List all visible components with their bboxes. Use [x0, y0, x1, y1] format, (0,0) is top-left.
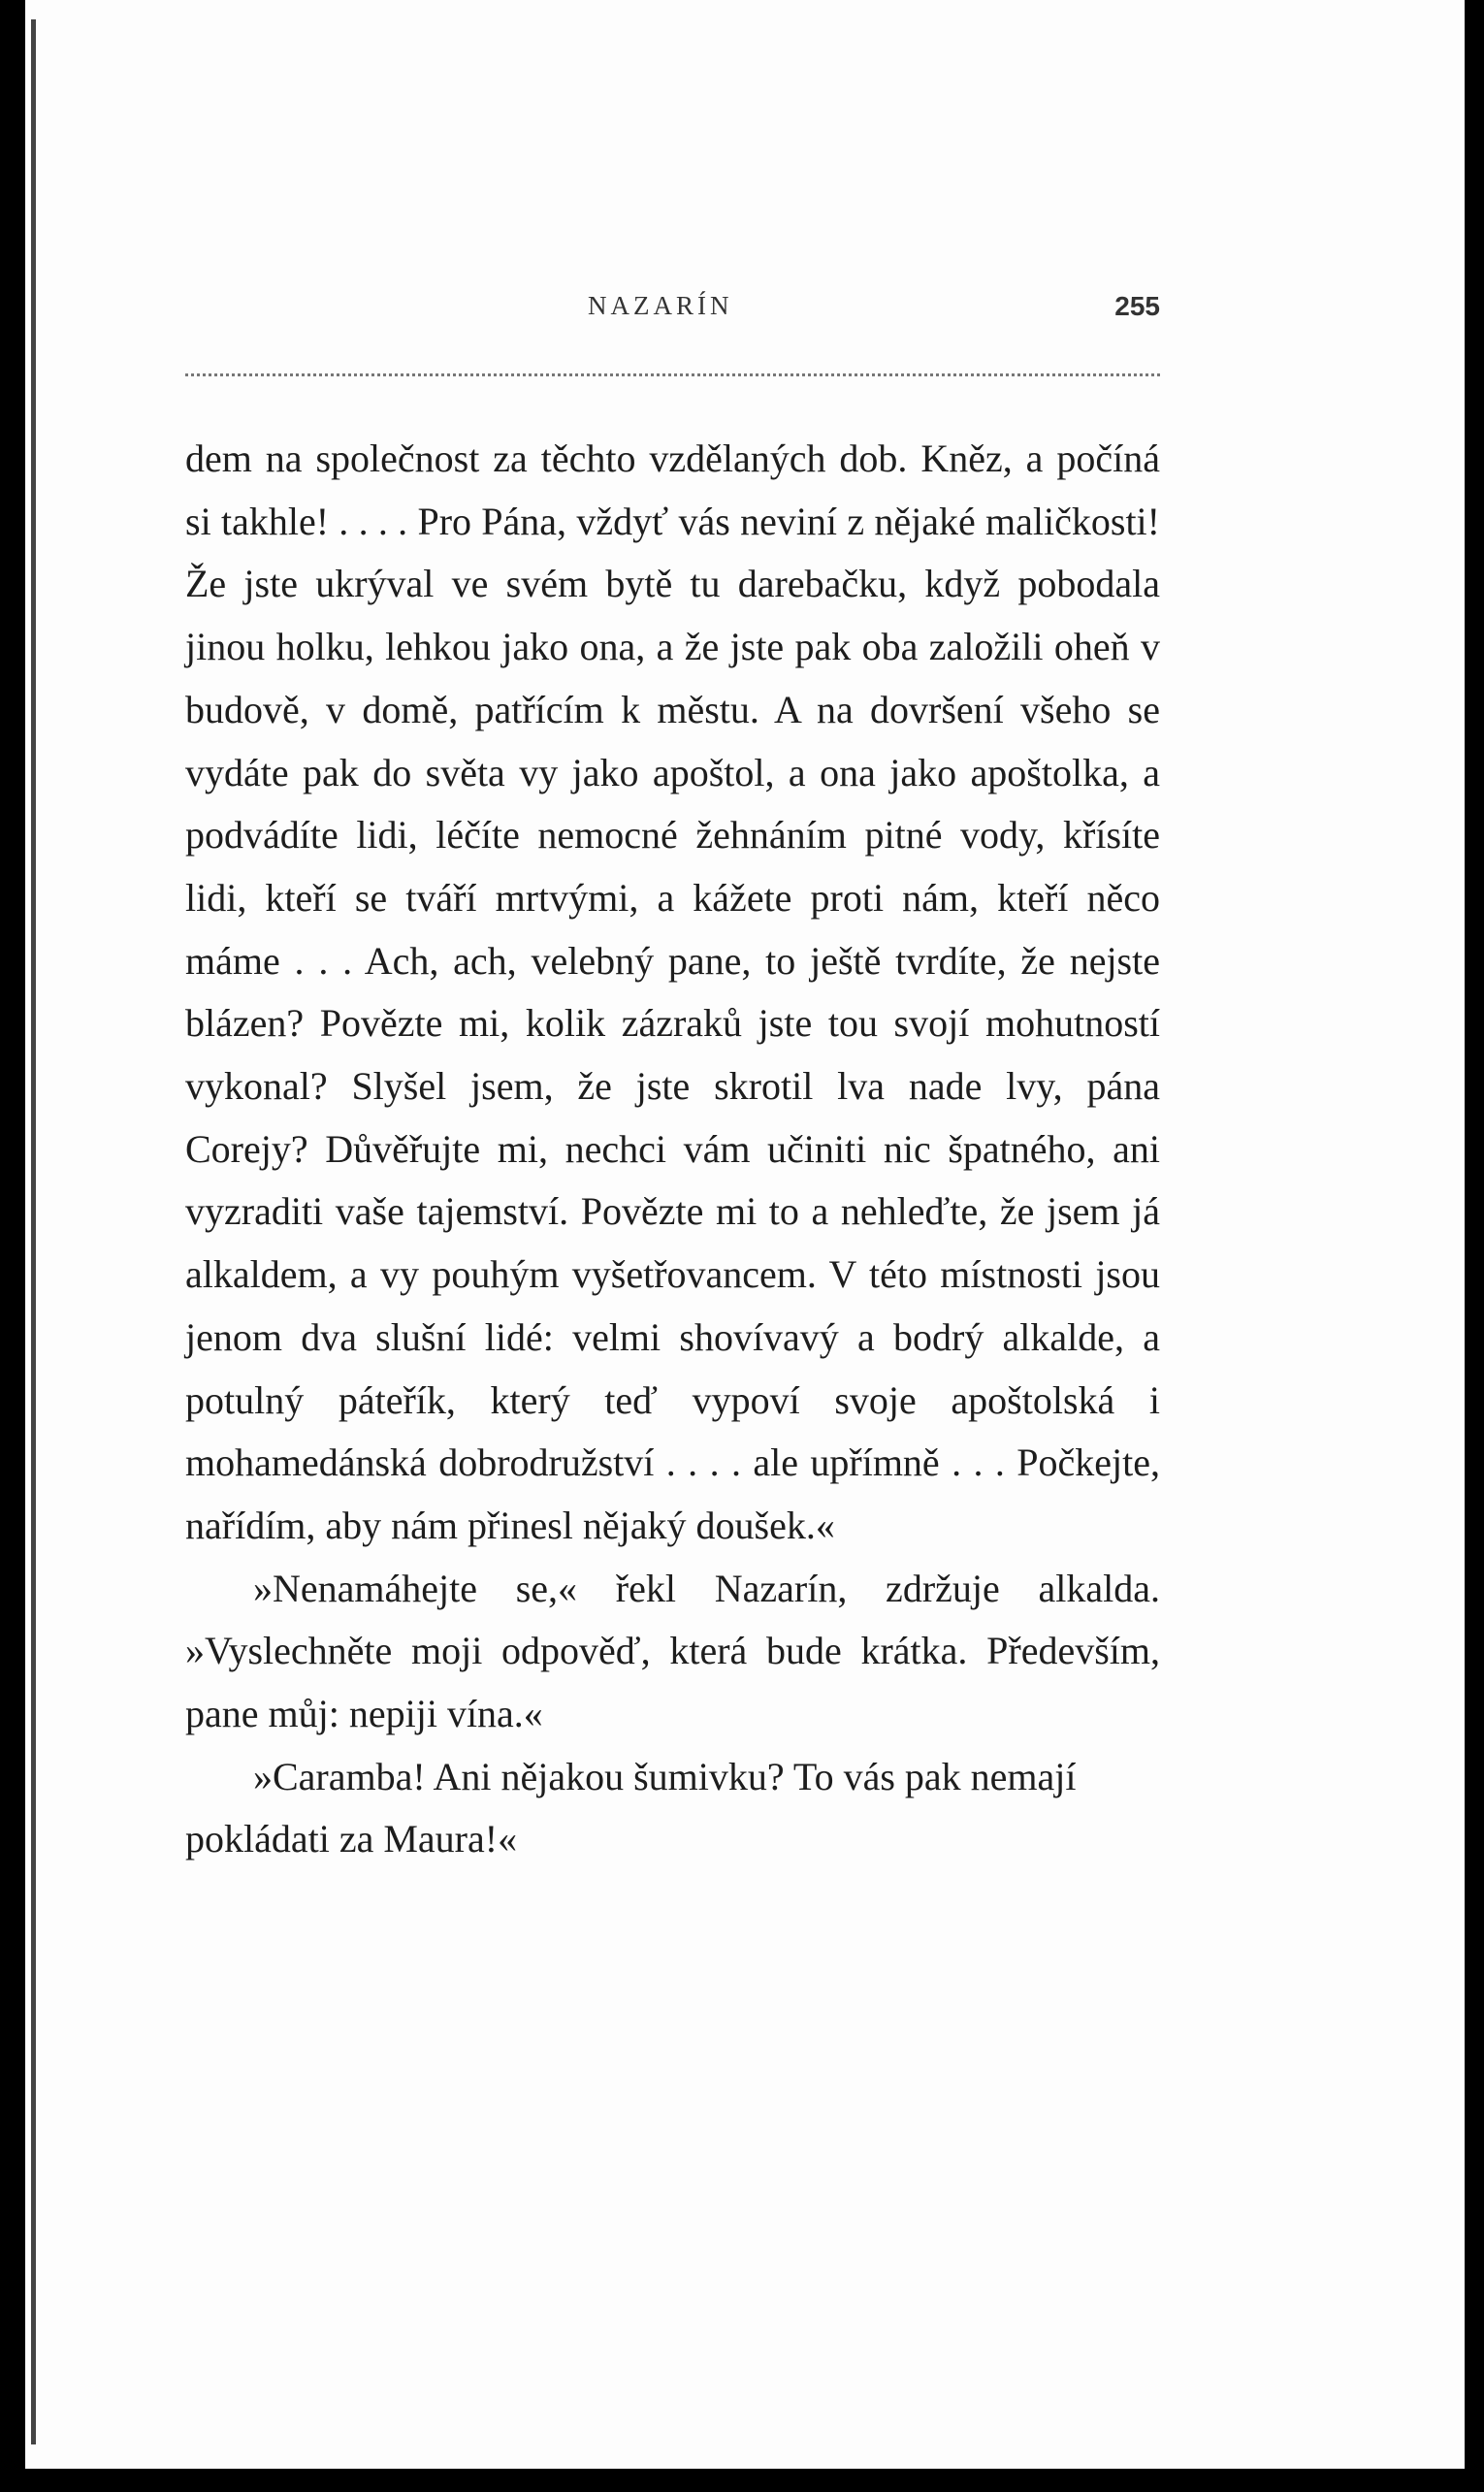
book-page — [25, 0, 1465, 2469]
paragraph-3: »Caramba! Ani nějakou šumivku? To vás pak nemají pokládati za Maura!« — [185, 1754, 1077, 1861]
paragraph-1: dem na společnost za těchto vzdělaných dob. Kněz, a počíná si takhle! . . . . Pro Pána, vždyť vás neviní z nějaké maličkosti! Že jste ukrýval ve svém bytě tu darebačku, když pobodala jinou holku, lehkou jako ona, a že jste pak oba založili oheň v budově, v domě, patřícím k městu. A na dovršení všeho se vydáte pak do světa vy jako apoštol, a ona jako apoštolka, a podvádíte lidi, léčíte nemocné žehnáním pitné vody, křísíte lidi, kteří se tváří mrtvými, a kážete proti nám, kteří něco máme . . . Ach, ach, velebný pane, to ještě tvrdíte, že nejste blázen? Povězte mi, kolik zázraků jste tou svojí mohutností vykonal? Slyšel jsem, že jste skrotil lva nade lvy, pána Corejy? Důvěřujte mi, nechci vám učiniti nic špatného, ani vyzraditi vaše tajemství. Povězte mi to a nehleďte, že jsem já alkaldem, a vy pouhým vyšetřovancem. V této místnosti jsou jenom dva slušní lidé: velmi shovívavý a bodrý alkalde, a potulný páteřík, který teď vypoví svoje apoštolská i mohamedánská dobrodružství . . . . ale upřímně . . . Počkejte, nařídím, aby nám přinesl nějaký doušek.« — [185, 437, 1160, 1547]
page-spine-edge — [31, 19, 36, 2444]
header-divider — [185, 373, 1160, 376]
body-text — [185, 428, 1160, 1871]
paragraph-2: »Nenamáhejte se,« řekl Nazarín, zdržuje alkalda. »Vyslechněte moji odpověď, která bude krátka. Především, pane můj: nepiji vína.« — [185, 1566, 1160, 1736]
running-title: NAZARÍN — [588, 291, 733, 320]
page-header — [180, 291, 1160, 330]
page-number: 255 — [1114, 291, 1160, 321]
